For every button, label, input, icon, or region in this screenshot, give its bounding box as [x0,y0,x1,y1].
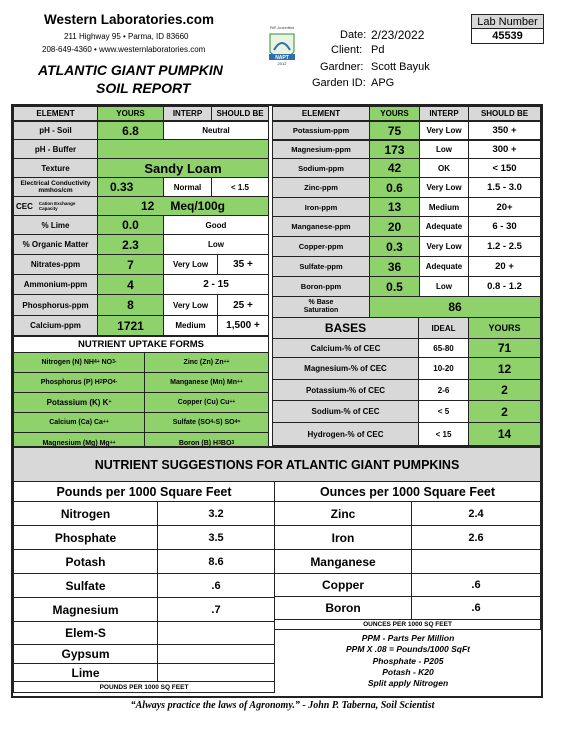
garden-id-value: APG [371,77,395,89]
right-row-interp: Low [419,140,469,159]
ounces-row-label: Zinc [274,501,412,526]
ounces-row-label: Copper [274,573,412,597]
pounds-row-value: 8.6 [157,549,275,574]
gardner-value: Scott Bayuk [371,61,430,73]
pounds-row-label: Potash [13,549,158,574]
right-row-interp: Medium [419,197,469,217]
pounds-row-label: Magnesium [13,597,158,622]
uptake-title: NUTRIENT UPTAKE FORMS [13,336,269,353]
left-header-yours: YOURS [97,106,164,121]
pounds-footer: POUNDS PER 1000 SQ FEET [13,681,275,693]
bases-row-value: 71 [468,338,541,358]
uptake-calcium: Calcium (Ca) Ca ++ [13,412,145,433]
bases-title: BASES [272,317,419,339]
ph-soil-value: 6.8 [97,121,164,140]
right-row-value: 75 [369,121,420,140]
right-row-should: 0.8 - 1.2 [468,276,541,297]
right-row-label: Zinc-ppm [272,177,370,198]
date-label: Date: [340,29,367,41]
pounds-row-label: Phosphate [13,525,158,550]
bases-row-label: Sodium-% of CEC [272,400,419,423]
right-row-should: 350 + [468,121,541,140]
ounces-footer: OUNCES PER 1000 SQ FEET [274,619,541,630]
uptake-magnesium: Magnesium (Mg) Mg ++ [13,432,145,454]
pounds-row-label: Gypsum [13,644,158,664]
right-row-interp: Low [419,276,469,297]
pounds-row-label: Elem-S [13,621,158,645]
right-row-should: 20 + [468,256,541,277]
svg-text:2012: 2012 [277,61,287,66]
right-row-should: 300 + [468,140,541,159]
right-row-interp: Very Low [419,121,469,140]
lab-number-value: 45539 [471,28,544,44]
notes-block [277,633,539,689]
ounces-row-value [411,549,541,574]
pounds-header: Pounds per 1000 Square Feet [13,481,275,502]
right-row-interp: Very Low [419,177,469,198]
right-row-value: 0.5 [369,276,420,297]
lime-value: 0.0 [97,215,164,235]
phosphorus-interp: Very Low [163,294,218,316]
ounces-row-value: 2.6 [411,525,541,550]
agronomy-quote: “Always practice the laws of Agronomy.” - John P. Taberna, Soil Scientist [130,700,435,711]
uptake-zinc: Zinc (Zn) Zn ++ [144,352,269,373]
right-row-value: 36 [369,256,420,277]
note-ppm-conversion: PPM X .08 = Pounds/1000 SqFt [346,644,470,655]
client-value: Pd [371,44,385,56]
right-row-should: < 150 [468,158,541,178]
bases-row-ideal: 10-20 [418,357,469,380]
nitrates-value: 7 [97,254,164,275]
ec-interp: Normal [163,177,212,197]
nitrates-label: Nitrates-ppm [13,254,98,275]
ounces-row-label: Manganese [274,549,412,574]
ounces-row-value: .6 [411,596,541,620]
pounds-row-label: Sulfate [13,573,158,598]
pounds-row-label: Lime [13,663,158,682]
svg-text:PAP-Accredited: PAP-Accredited [269,26,295,30]
pounds-row-value: 3.5 [157,525,275,550]
left-header-interp: INTERP [163,106,212,121]
ounces-row-value: .6 [411,573,541,597]
bases-row-value: 14 [468,422,541,446]
report-title-line2: SOIL REPORT [96,80,191,96]
gardner-label: Gardner: [320,61,364,73]
right-header-element: ELEMENT [272,106,370,121]
organic-matter-label: % Organic Matter [13,234,98,255]
bases-row-ideal: 2-6 [418,379,469,401]
uptake-boron: Boron (B) H 3 BO 3 [144,432,269,454]
date-value: 2/23/2022 [371,28,425,42]
bases-yours-header: YOURS [468,317,541,339]
uptake-copper: Copper (Cu) Cu ++ [144,392,269,413]
right-row-label: Sodium-ppm [272,158,370,178]
lab-name: Western Laboratories.com [44,12,215,27]
pounds-row-label: Nitrogen [13,501,158,526]
lab-address: 211 Highway 95 • Parma, ID 83660 [64,32,189,41]
right-row-should: 1.2 - 2.5 [468,236,541,257]
bases-row-ideal: 65-80 [418,338,469,358]
ammonium-range: 2 - 15 [163,274,269,295]
right-row-label: Potassium-ppm [272,121,370,140]
nitrates-should: 35 + [217,254,269,275]
bases-row-label: Hydrogen-% of CEC [272,422,419,446]
nitrates-interp: Very Low [163,254,218,275]
note-ppm: PPM - Parts Per Million [361,633,455,643]
bases-row-ideal: < 5 [418,400,469,423]
right-row-label: Magnesium-ppm [272,140,370,159]
calcium-value: 1721 [97,315,164,336]
bases-row-ideal: < 15 [418,422,469,446]
lab-number-header: Lab Number [471,14,544,29]
phosphorus-value: 8 [97,294,164,316]
svg-text:NAPT: NAPT [275,55,289,61]
pounds-row-value: .7 [157,597,275,622]
right-row-interp: Adequate [419,256,469,277]
bases-row-value: 2 [468,379,541,401]
ounces-row-label: Boron [274,596,412,620]
bases-row-value: 12 [468,357,541,380]
right-row-interp: Adequate [419,216,469,237]
uptake-sulfate: Sulfate (SO 4 -S) SO 4 = [144,412,269,433]
ec-value: 0.33 [97,177,164,197]
right-row-should: 20+ [468,197,541,217]
pounds-row-value [157,644,275,664]
garden-id-label: Garden ID: [312,77,366,89]
ph-buffer-value [97,139,269,159]
right-row-value: 13 [369,197,420,217]
report-title-line1: ATLANTIC GIANT PUMPKIN [38,62,223,78]
right-row-label: Iron-ppm [272,197,370,217]
right-row-value: 20 [369,216,420,237]
ph-soil-interp: Neutral [163,121,269,140]
lime-interp: Good [163,215,269,235]
calcium-should: 1,500 + [217,315,269,336]
ph-soil-label: pH - Soil [13,121,98,140]
cec-label: CEC Cation Exchange Capacity [13,196,98,216]
ammonium-label: Ammonium-ppm [13,274,98,295]
ounces-row-value: 2.4 [411,501,541,526]
right-row-interp: Very Low [419,236,469,257]
base-saturation-label: % Base Saturation [272,296,370,318]
bases-row-label: Potassium-% of CEC [272,379,419,401]
pounds-row-value: .6 [157,573,275,598]
right-row-value: 173 [369,140,420,159]
texture-value: Sandy Loam [97,158,269,178]
calcium-interp: Medium [163,315,218,336]
pounds-row-value: 3.2 [157,501,275,526]
lime-label: % Lime [13,215,98,235]
right-row-value: 0.6 [369,177,420,198]
note-phosphate: Phosphate - P205 [372,655,444,666]
uptake-potassium: Potassium (K) K + [13,392,145,413]
pounds-row-value [157,621,275,645]
ph-buffer-label: pH - Buffer [13,139,98,159]
texture-label: Texture [13,158,98,178]
bases-row-value: 2 [468,400,541,423]
right-row-label: Boron-ppm [272,276,370,297]
client-label: Client: [331,44,363,56]
organic-matter-value: 2.3 [97,234,164,255]
bases-ideal-header: IDEAL [418,317,469,339]
base-saturation-value: 86 [369,296,541,318]
right-row-should: 6 - 30 [468,216,541,237]
ec-should: < 1.5 [211,177,269,197]
phosphorus-label: Phosphorus-ppm [13,294,98,316]
ammonium-value: 4 [97,274,164,295]
calcium-label: Calcium-ppm [13,315,98,336]
napt-badge-logo [264,24,300,70]
right-row-label: Sulfate-ppm [272,256,370,277]
uptake-nitrogen: Nitrogen (N) NH 4 + NO 3 - [13,352,145,373]
right-row-label: Copper-ppm [272,236,370,257]
suggestions-title: NUTRIENT SUGGESTIONS FOR ATLANTIC GIANT PUMPKINS [13,446,541,482]
phosphorus-should: 25 + [217,294,269,316]
right-row-interp: OK [419,158,469,178]
right-row-label: Manganese-ppm [272,216,370,237]
ec-label: Electrical Conductivity mmhos/cm [13,177,98,197]
bases-row-label: Calcium-% of CEC [272,338,419,358]
right-row-should: 1.5 - 3.0 [468,177,541,198]
right-row-value: 0.3 [369,236,420,257]
organic-matter-interp: Low [163,234,269,255]
bases-row-label: Magnesium-% of CEC [272,357,419,380]
right-header-interp: INTERP [419,106,469,121]
pounds-row-value [157,663,275,682]
right-header-yours: YOURS [369,106,420,121]
ounces-header: Ounces per 1000 Square Feet [274,481,541,502]
left-header-element: ELEMENT [13,106,98,121]
ounces-row-label: Iron [274,525,412,550]
lab-contact: 208-649-4360 • www.westernlaboratories.com [42,45,206,54]
right-header-should: SHOULD BE [468,106,541,121]
left-header-should: SHOULD BE [211,106,269,121]
uptake-manganese: Manganese (Mn) Mn ++ [144,372,269,393]
note-potash: Potash - K20 [382,666,434,677]
note-split-nitrogen: Split apply Nitrogen [367,678,449,689]
cec-value: 12 Meq/100g [97,196,269,216]
right-row-value: 42 [369,158,420,178]
uptake-phosphorus: Phosphorus (P) H 2 PO 4 - [13,372,145,393]
